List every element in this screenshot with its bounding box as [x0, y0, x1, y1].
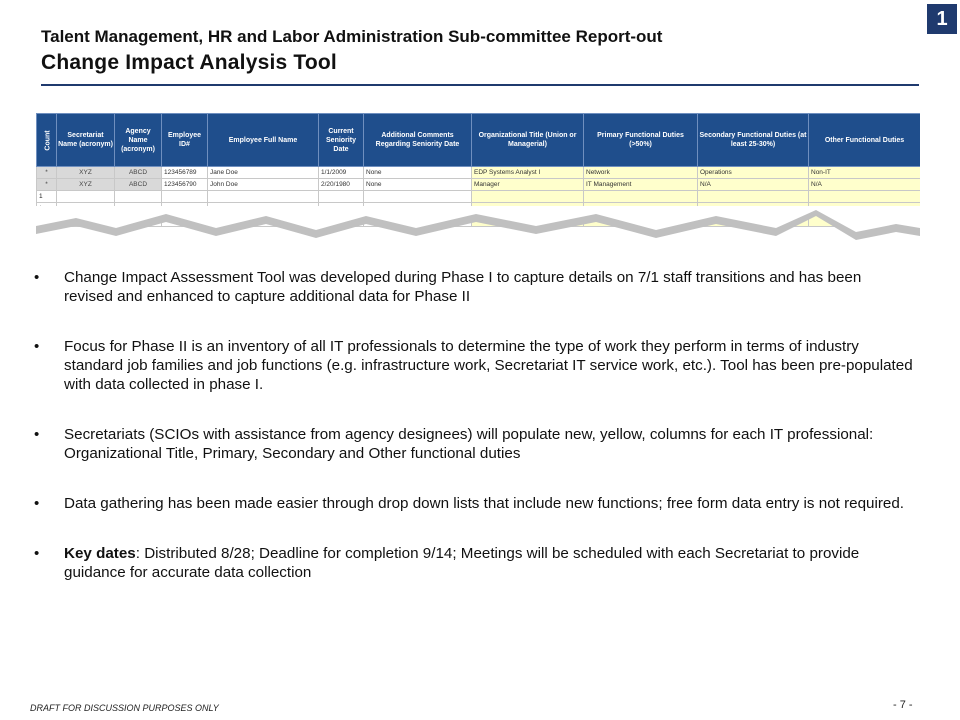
bullet-item — [34, 337, 914, 394]
table-cell — [698, 191, 809, 203]
table-cell — [809, 191, 921, 203]
column-header: Secondary Functional Duties (at least 25-30%) — [698, 114, 809, 167]
table-cell: 1 — [37, 191, 57, 203]
table-cell: EDP Systems Analyst I — [472, 167, 584, 179]
table-header-row — [37, 114, 921, 167]
table-cell: Non-IT — [809, 167, 921, 179]
bullet-text: Data gathering has been made easier through drop down lists that include new functions; free form data entry is not required. — [64, 495, 905, 512]
bullet-item — [34, 425, 914, 463]
bullet-dot-icon: • — [34, 495, 40, 512]
table-cell — [115, 191, 162, 203]
bullet-bold-lead: Key dates — [64, 545, 136, 562]
bullet-list — [34, 268, 914, 613]
table-cell: 123456790 — [162, 179, 208, 191]
table-cell: XYZ — [57, 167, 115, 179]
bullet-text: : Distributed 8/28; Deadline for completion 9/14; Meetings will be scheduled with each Secretariat to provide guidance for accurate data collection — [64, 545, 860, 581]
table-cell: IT Management — [584, 179, 698, 191]
table-cell — [319, 191, 364, 203]
table-cell — [584, 191, 698, 203]
column-header: Other Functional Duties — [809, 114, 921, 167]
bullet-item — [34, 544, 914, 582]
table-cell: 2/20/1980 — [319, 179, 364, 191]
page-number-badge: 1 — [927, 4, 957, 34]
bullet-dot-icon: • — [34, 426, 40, 443]
table-cell: ABCD — [115, 179, 162, 191]
bullet-dot-icon: • — [34, 269, 40, 286]
table-cell: XYZ — [57, 179, 115, 191]
column-header: Agency Name (acronym) — [115, 114, 162, 167]
table-cell: 123456789 — [162, 167, 208, 179]
table-cell: None — [364, 167, 472, 179]
draft-disclaimer: DRAFT FOR DISCUSSION PURPOSES ONLY — [30, 703, 219, 713]
slide-title: Change Impact Analysis Tool — [41, 51, 337, 74]
table-row — [37, 191, 921, 203]
bullet-text: Change Impact Assessment Tool was developed during Phase I to capture details on 7/1 staff transitions and has been revised and enhanced to capture additional data for Phase II — [64, 269, 862, 305]
table-cell — [162, 191, 208, 203]
footer-page-number: - 7 - — [893, 699, 913, 711]
table-cell: John Doe — [208, 179, 319, 191]
column-header: Additional Comments Regarding Seniority Date — [364, 114, 472, 167]
bullet-item — [34, 268, 914, 306]
column-header: Primary Functional Duties (>50%) — [584, 114, 698, 167]
table-cell: Network — [584, 167, 698, 179]
table-cell: ABCD — [115, 167, 162, 179]
table-cell: Operations — [698, 167, 809, 179]
bullet-dot-icon: • — [34, 338, 40, 355]
column-header: Employee ID# — [162, 114, 208, 167]
table-cell — [57, 191, 115, 203]
slide-subtitle: Talent Management, HR and Labor Administration Sub-committee Report-out — [41, 27, 663, 46]
column-header: Secretariat Name (acronym) — [57, 114, 115, 167]
torn-edge-graphic — [36, 206, 920, 246]
table-cell: 1/1/2009 — [319, 167, 364, 179]
table-cell: N/A — [698, 179, 809, 191]
title-divider — [41, 84, 919, 86]
table-cell: * — [37, 179, 57, 191]
table-cell: Jane Doe — [208, 167, 319, 179]
table-cell — [472, 191, 584, 203]
bullet-text: Focus for Phase II is an inventory of all IT professionals to determine the type of work they perform in terms of industry standard job families and job functions (e.g. infrastructure work, Secretariat IT service work, etc.). Tool has been pre-populated with data collected in phase I. — [64, 338, 913, 393]
table-cell — [208, 191, 319, 203]
table-row — [37, 167, 921, 179]
bullet-text: Secretariats (SCIOs with assistance from agency designees) will populate new, yellow, columns for each IT professional: Organizational Title, Primary, Secondary and Other functional duties — [64, 426, 874, 462]
bullet-item — [34, 494, 914, 513]
table-cell — [364, 191, 472, 203]
column-header: Organizational Title (Union or Managerial) — [472, 114, 584, 167]
column-header: Current Seniority Date — [319, 114, 364, 167]
bullet-dot-icon: • — [34, 545, 40, 562]
column-header: Employee Full Name — [208, 114, 319, 167]
table-cell: Manager — [472, 179, 584, 191]
table-cell: N/A — [809, 179, 921, 191]
table-cell: None — [364, 179, 472, 191]
column-header-count: Count — [37, 114, 57, 167]
table-cell: * — [37, 167, 57, 179]
table-row — [37, 179, 921, 191]
